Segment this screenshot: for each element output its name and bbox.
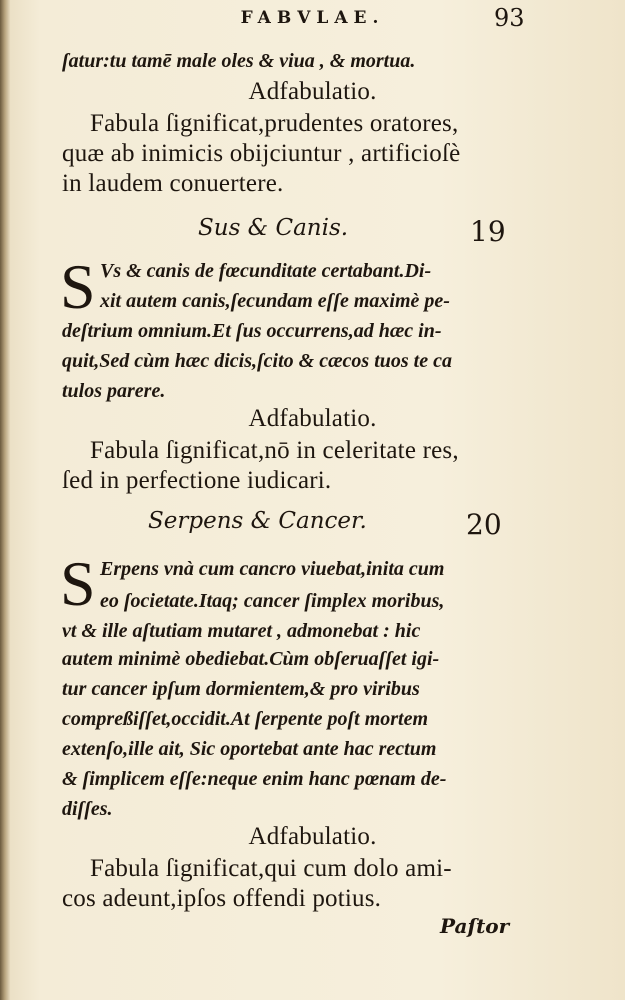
text-line: compreßiſſet,occidit.At ſerpente poſt mortem (62, 708, 429, 730)
text-line: quit,Sed cùm hæc dicis,ſcito & cæcos tuos te ca (62, 350, 452, 372)
moral-line: quæ ab inimicis obijciuntur , artificioſè (62, 140, 461, 167)
moral-heading: Adfabulatio. (248, 78, 377, 105)
fable-number: 20 (466, 508, 502, 541)
text-line: vt & ille aſtutiam mutaret , admonebat : hic (62, 620, 421, 642)
moral-line: ſed in perfectione iudicari. (62, 467, 332, 494)
text-line: Erpens vnà cum cancro viuebat,inita cum (100, 558, 445, 580)
moral-line: Fabula ſignificat,prudentes oratores, (90, 110, 459, 137)
moral-line: Fabula ſignificat,nō in celeritate res, (90, 437, 459, 464)
drop-cap: S (60, 548, 96, 619)
text-line: xit autem canis,ſecundam eſſe maximè pe- (100, 290, 450, 312)
fable-number: 19 (470, 215, 506, 248)
text-line: deſtrium omnium.Et ſus occurrens,ad hæc in- (62, 320, 442, 342)
text-line: ſatur:tu tamē male oles & viua , & mortua. (62, 50, 416, 72)
text-line: diſſes. (62, 798, 113, 820)
text-line: extenſo,ille ait, Sic oportebat ante hac rectum (62, 738, 437, 760)
moral-line: cos adeunt,ipſos offendi potius. (62, 885, 382, 912)
text-line: tulos parere. (62, 380, 166, 402)
fable-title: Serpens & Cancer. (148, 508, 367, 534)
text-line: eo ſocietate.Itaq; cancer ſimplex moribus, (100, 590, 445, 612)
drop-cap: S (60, 251, 96, 322)
running-head: FABVLAE. (240, 8, 385, 28)
text-line: tur cancer ipſum dormientem,& pro viribus (62, 678, 420, 700)
text-line: Vs & canis de fœcunditate certabant.Di- (100, 260, 432, 282)
catchword: Paſtor (440, 914, 510, 938)
moral-line: Fabula ſignificat,qui cum dolo ami- (90, 855, 452, 882)
text-line: autem minimè obediebat.Cùm obſeruaſſet igi- (62, 648, 440, 670)
moral-line: in laudem conuertere. (62, 170, 284, 197)
moral-heading: Adfabulatio. (248, 405, 377, 432)
fable-title: Sus & Canis. (198, 215, 349, 241)
text-line: & ſimplicem eſſe:neque enim hanc pœnam de- (62, 768, 447, 790)
page-number: 93 (494, 4, 525, 32)
moral-heading: Adfabulatio. (248, 823, 377, 850)
